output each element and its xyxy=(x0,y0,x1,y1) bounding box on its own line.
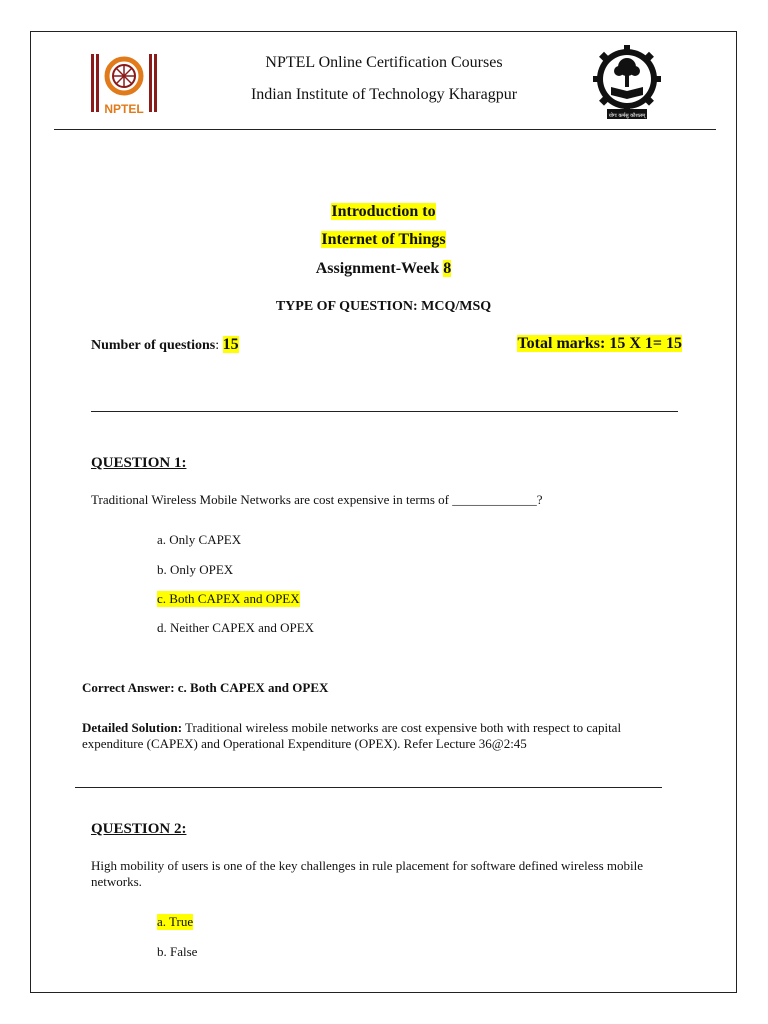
question-type: TYPE OF QUESTION: MCQ/MSQ xyxy=(275,299,492,314)
num-questions-sep: : xyxy=(215,338,223,353)
question-1-correct-answer: Correct Answer: c. Both CAPEX and OPEX xyxy=(82,680,329,695)
page-frame xyxy=(30,31,737,993)
header-divider xyxy=(54,129,716,130)
num-questions-label: Number of questions xyxy=(91,338,216,353)
question-1-option-c: c. Both CAPEX and OPEX xyxy=(157,591,300,606)
question-1-solution xyxy=(82,720,682,752)
title-line-2-wrap xyxy=(30,231,737,249)
title-line-1-wrap xyxy=(30,203,737,221)
total-marks-wrap xyxy=(517,335,682,353)
question-2-text: High mobility of users is one of the key challenges in rule placement for software defined wireless mobile networks. xyxy=(91,858,643,889)
question-2-heading: QUESTION 2: xyxy=(91,821,187,837)
org-line-1: NPTEL Online Certification Courses xyxy=(265,54,503,71)
question-1-option-b: b. Only OPEX xyxy=(157,562,234,577)
solution-label: Detailed Solution: xyxy=(82,720,183,735)
nptel-logo-text: NPTEL xyxy=(104,102,144,116)
question-2-option-b: b. False xyxy=(157,944,198,959)
num-questions xyxy=(91,336,239,354)
nptel-logo xyxy=(90,52,158,120)
section-divider-2 xyxy=(75,787,662,788)
question-1-text: Traditional Wireless Mobile Networks are cost expensive in terms of _____________? xyxy=(91,492,543,507)
question-1-option-d: d. Neither CAPEX and OPEX xyxy=(157,620,315,635)
total-marks: Total marks: 15 X 1= 15 xyxy=(517,335,682,352)
title-line-2: Internet of Things xyxy=(321,231,446,248)
section-divider-1 xyxy=(91,411,678,412)
num-questions-value: 15 xyxy=(222,336,239,353)
question-1-option-a: a. Only CAPEX xyxy=(157,532,242,547)
assignment-title xyxy=(30,260,737,278)
assignment-week: 8 xyxy=(443,260,452,277)
question-1-heading: QUESTION 1: xyxy=(91,455,187,471)
question-2-option-a: a. True xyxy=(157,914,194,929)
org-line-2: Indian Institute of Technology Kharagpur xyxy=(250,86,518,103)
iit-logo-motto: योगः कर्मसु कौशलम् xyxy=(608,113,646,119)
iit-kharagpur-logo xyxy=(591,45,663,121)
assignment-prefix: Assignment-Week xyxy=(315,260,444,277)
title-line-1: Introduction to xyxy=(331,203,436,220)
solution-text: Traditional wireless mobile networks are cost expensive both with respect to capital expenditure (CAPEX) and Operational Expenditure (OPEX). Refer Lecture 36@2:45 xyxy=(82,720,622,751)
